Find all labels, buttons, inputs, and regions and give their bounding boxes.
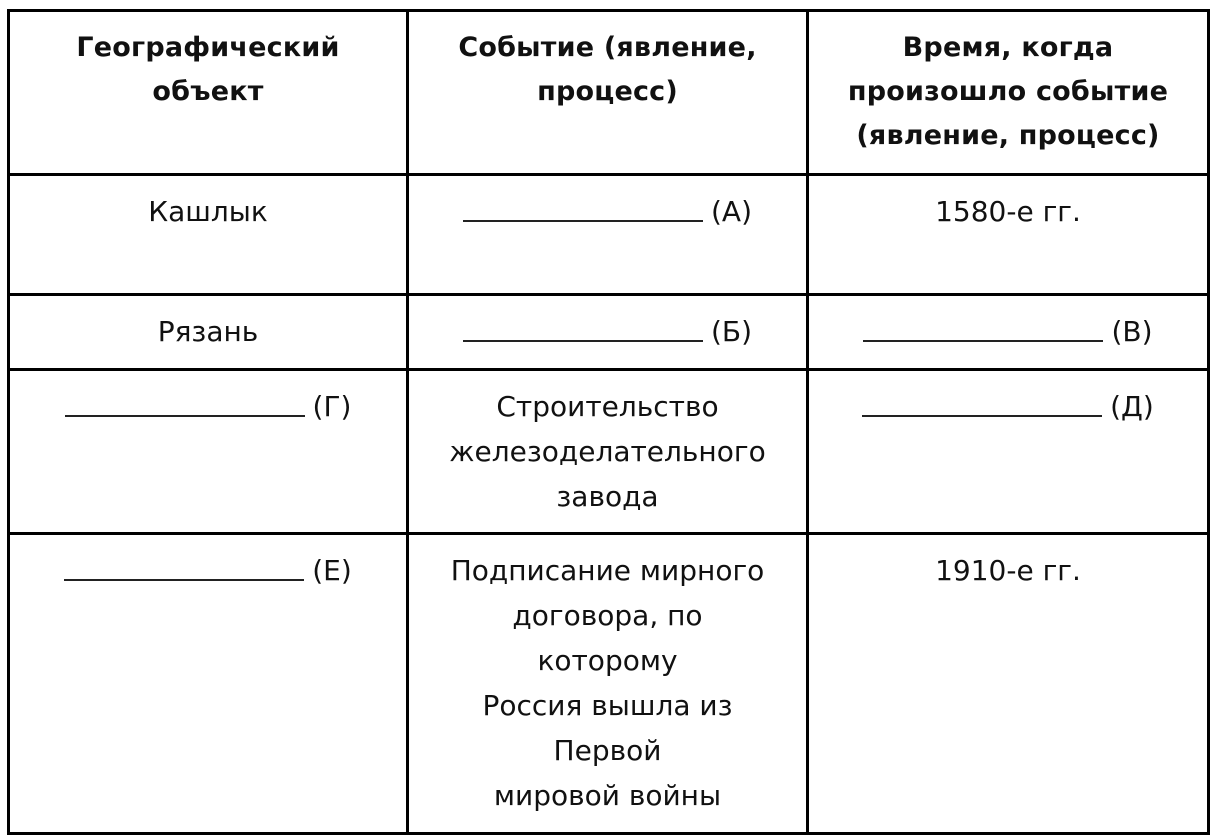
blank-label: (Д) — [1110, 390, 1154, 423]
answer-blank-e[interactable] — [64, 579, 304, 581]
table-row — [9, 175, 1209, 295]
event-line: Подписание мирного — [450, 554, 765, 587]
cell-event — [408, 370, 808, 534]
blank-label: (Г) — [312, 390, 352, 423]
header-line: Географический — [76, 32, 340, 63]
object-name: Рязань — [157, 315, 259, 348]
cell-event — [408, 534, 808, 834]
answer-blank-g[interactable] — [65, 415, 305, 417]
header-line: объект — [152, 76, 264, 107]
time-value: 1580-е гг. — [935, 195, 1081, 228]
header-geographic-object — [9, 11, 408, 175]
time-value: 1910-е гг. — [935, 554, 1081, 587]
cell-time — [808, 370, 1209, 534]
cell-object — [9, 370, 408, 534]
blank-label: (В) — [1111, 315, 1153, 348]
header-line: Время, когда — [902, 32, 1114, 63]
header-line: (явление, процесс) — [856, 120, 1160, 151]
event-line: которому — [537, 644, 678, 677]
cell-time — [808, 534, 1209, 834]
event-line: Россия вышла из — [482, 689, 733, 722]
table-row — [9, 295, 1209, 370]
header-event — [408, 11, 808, 175]
event-line: завода — [556, 480, 659, 513]
cell-object — [9, 534, 408, 834]
cell-object — [9, 295, 408, 370]
answer-blank-v[interactable] — [863, 340, 1103, 342]
answer-blank-d[interactable] — [862, 415, 1102, 417]
header-line: произошло событие — [847, 76, 1169, 107]
header-time — [808, 11, 1209, 175]
blank-label: (А) — [710, 195, 752, 228]
blank-label: (Б) — [710, 315, 753, 348]
table-header-row — [9, 11, 1209, 175]
geography-events-table — [7, 9, 1210, 835]
cell-time — [808, 295, 1209, 370]
blank-label: (Е) — [312, 554, 352, 587]
table-row — [9, 370, 1209, 534]
answer-blank-b[interactable] — [463, 340, 703, 342]
event-line: Первой — [553, 734, 662, 767]
cell-event — [408, 295, 808, 370]
header-line: Событие (явление, — [458, 32, 757, 63]
object-name: Кашлык — [148, 195, 268, 228]
event-line: Строительство — [496, 390, 719, 423]
cell-event — [408, 175, 808, 295]
table-row — [9, 534, 1209, 834]
event-line: мировой войны — [493, 779, 722, 812]
answer-blank-a[interactable] — [463, 220, 703, 222]
cell-time — [808, 175, 1209, 295]
event-line: договора, по — [512, 599, 703, 632]
header-line: процесс) — [537, 76, 678, 107]
event-line: железоделательного — [449, 435, 766, 468]
cell-object — [9, 175, 408, 295]
